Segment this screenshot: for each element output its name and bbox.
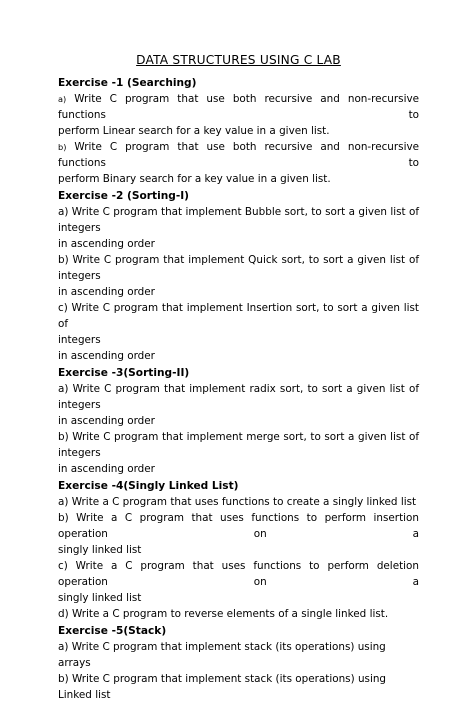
exercise-item: b) Write C program that implement Quick sort, to sort a given list of integers xyxy=(58,254,419,282)
item-text: Write C program that use both recursive and non-recursive functions to xyxy=(58,93,419,121)
exercise-heading: Exercise -2 (Sorting-I) xyxy=(58,190,189,202)
exercise-5-section xyxy=(58,622,419,703)
exercise-item: a) Write C program that implement radix sort, to sort a given list of integers xyxy=(58,383,419,411)
document-title: DATA STRUCTURES USING C LAB xyxy=(136,53,341,67)
exercise-item: b) Write C program that implement merge sort, to sort a given list of integers xyxy=(58,431,419,459)
exercise-item-continuation: in ascending order xyxy=(58,415,155,427)
item-marker: b) xyxy=(58,142,67,152)
exercise-4-section xyxy=(58,477,419,622)
exercise-item-continuation: integers xyxy=(58,334,101,346)
item-text: Write C program that use both recursive and non-recursive functions to xyxy=(58,141,419,169)
exercise-heading: Exercise -3(Sorting-II) xyxy=(58,367,190,379)
document-page xyxy=(58,52,419,703)
exercise-item-continuation: integers xyxy=(58,222,101,234)
exercise-item: a) Write a C program that uses functions to create a singly linked list xyxy=(58,496,417,508)
exercise-item-continuation: in ascending order xyxy=(58,238,155,250)
exercise-item: b) Write a C program that uses functions to perform insertion operation on a xyxy=(58,512,419,540)
exercise-item: b) Write C program that implement stack (its operations) using Linked list xyxy=(58,673,387,701)
exercise-item-continuation: in ascending order xyxy=(58,463,155,475)
item-marker: a) xyxy=(58,94,67,104)
exercise-item: a) Write C program that implement Bubble sort, to sort a given list of xyxy=(58,206,419,218)
exercise-item: c) Write C program that implement Insertion sort, to sort a given list of xyxy=(58,302,419,330)
exercise-item xyxy=(58,91,419,123)
exercise-item: d) Write a C program to reverse elements of a single linked list. xyxy=(58,608,389,620)
exercise-heading: Exercise -5(Stack) xyxy=(58,625,167,637)
exercise-1-section xyxy=(58,74,419,187)
exercise-heading: Exercise -1 (Searching) xyxy=(58,77,197,89)
exercise-item-continuation: perform Linear search for a key value in a given list. xyxy=(58,125,330,137)
exercise-item-continuation: singly linked list xyxy=(58,544,142,556)
exercise-item-continuation: singly linked list xyxy=(58,592,142,604)
exercise-item: a) Write C program that implement stack (its operations) using arrays xyxy=(58,641,386,669)
exercise-2-section xyxy=(58,187,419,364)
exercise-item-continuation: in ascending order xyxy=(58,286,155,298)
exercise-item xyxy=(58,139,419,171)
exercise-3-section xyxy=(58,364,419,477)
exercise-item: c) Write a C program that uses functions to perform deletion operation on a xyxy=(58,560,419,588)
exercise-item-continuation: in ascending order xyxy=(58,350,155,362)
exercise-heading: Exercise -4(Singly Linked List) xyxy=(58,480,239,492)
exercise-item-continuation: perform Binary search for a key value in a given list. xyxy=(58,173,331,185)
